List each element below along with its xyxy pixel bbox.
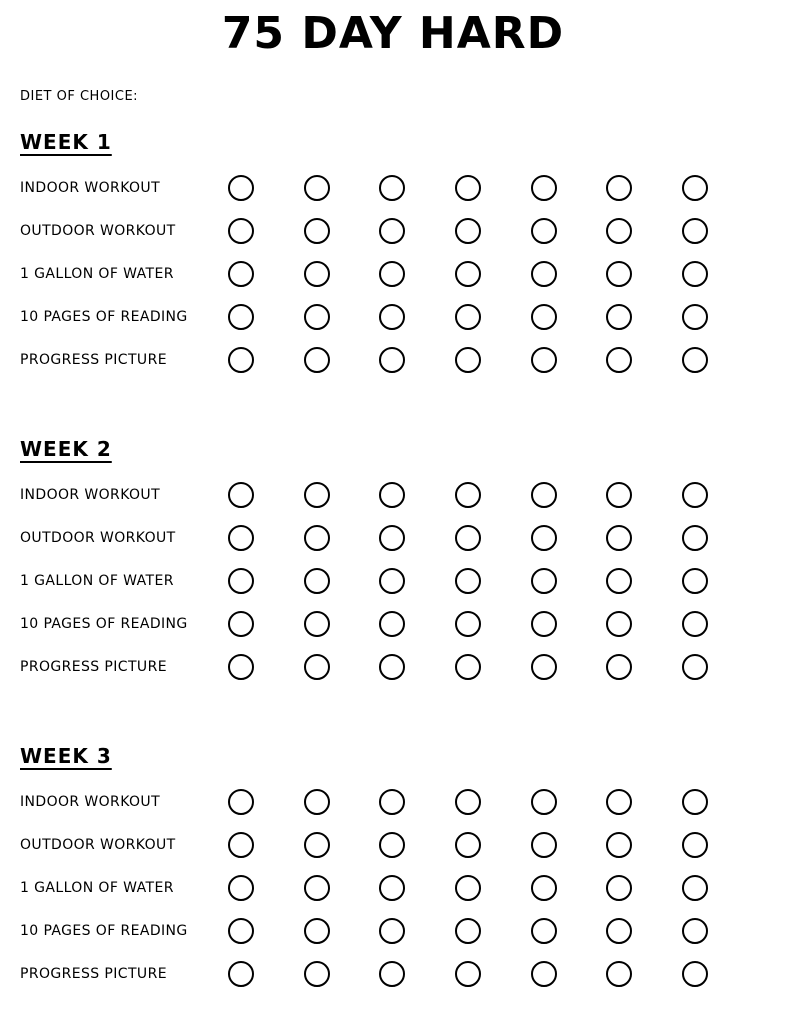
day-checkbox-circle[interactable] [531, 918, 557, 944]
week-section [0, 130, 786, 381]
day-checkbox-circle[interactable] [455, 482, 481, 508]
day-checkbox-circle[interactable] [455, 568, 481, 594]
day-circles [228, 261, 708, 287]
day-checkbox-circle[interactable] [304, 654, 330, 680]
day-checkbox-circle[interactable] [304, 482, 330, 508]
day-checkbox-circle[interactable] [304, 525, 330, 551]
day-checkbox-circle[interactable] [304, 218, 330, 244]
day-circles [228, 482, 708, 508]
day-checkbox-circle[interactable] [304, 175, 330, 201]
day-checkbox-circle[interactable] [304, 568, 330, 594]
day-checkbox-circle[interactable] [455, 218, 481, 244]
day-checkbox-circle[interactable] [455, 832, 481, 858]
day-checkbox-circle[interactable] [682, 789, 708, 815]
day-checkbox-circle[interactable] [455, 525, 481, 551]
day-checkbox-circle[interactable] [682, 482, 708, 508]
habit-row [20, 952, 786, 995]
day-checkbox-circle[interactable] [606, 611, 632, 637]
day-checkbox-circle[interactable] [455, 875, 481, 901]
week-section [0, 437, 786, 688]
day-checkbox-circle[interactable] [682, 875, 708, 901]
habit-row [20, 645, 786, 688]
habit-row [20, 780, 786, 823]
habit-label: 10 PAGES OF READING [20, 308, 188, 325]
day-checkbox-circle[interactable] [379, 175, 405, 201]
day-checkbox-circle[interactable] [379, 218, 405, 244]
day-checkbox-circle[interactable] [455, 175, 481, 201]
day-checkbox-circle[interactable] [228, 789, 254, 815]
habit-label: OUTDOOR WORKOUT [20, 836, 176, 853]
day-checkbox-circle[interactable] [228, 175, 254, 201]
day-checkbox-circle[interactable] [531, 611, 557, 637]
day-checkbox-circle[interactable] [379, 875, 405, 901]
day-checkbox-circle[interactable] [304, 875, 330, 901]
day-checkbox-circle[interactable] [228, 482, 254, 508]
day-checkbox-circle[interactable] [379, 918, 405, 944]
day-checkbox-circle[interactable] [379, 304, 405, 330]
day-checkbox-circle[interactable] [606, 832, 632, 858]
habit-label: INDOOR WORKOUT [20, 179, 161, 196]
day-checkbox-circle[interactable] [228, 918, 254, 944]
habit-label: PROGRESS PICTURE [20, 658, 167, 675]
day-checkbox-circle[interactable] [228, 304, 254, 330]
day-checkbox-circle[interactable] [455, 611, 481, 637]
habit-label: PROGRESS PICTURE [20, 965, 167, 982]
day-checkbox-circle[interactable] [304, 789, 330, 815]
habit-label: OUTDOOR WORKOUT [20, 529, 176, 546]
day-circles [228, 789, 708, 815]
day-checkbox-circle[interactable] [379, 961, 405, 987]
day-checkbox-circle[interactable] [228, 654, 254, 680]
day-checkbox-circle[interactable] [228, 961, 254, 987]
day-checkbox-circle[interactable] [682, 525, 708, 551]
day-circles [228, 568, 708, 594]
day-checkbox-circle[interactable] [682, 261, 708, 287]
day-checkbox-circle[interactable] [531, 654, 557, 680]
habit-label: OUTDOOR WORKOUT [20, 222, 176, 239]
day-checkbox-circle[interactable] [304, 304, 330, 330]
day-checkbox-circle[interactable] [531, 347, 557, 373]
day-checkbox-circle[interactable] [606, 525, 632, 551]
day-checkbox-circle[interactable] [379, 654, 405, 680]
day-checkbox-circle[interactable] [606, 789, 632, 815]
day-circles [228, 918, 708, 944]
day-checkbox-circle[interactable] [455, 347, 481, 373]
day-checkbox-circle[interactable] [682, 568, 708, 594]
day-checkbox-circle[interactable] [531, 961, 557, 987]
day-checkbox-circle[interactable] [304, 918, 330, 944]
day-checkbox-circle[interactable] [606, 568, 632, 594]
day-circles [228, 611, 708, 637]
habit-row [20, 823, 786, 866]
habit-row [20, 473, 786, 516]
week-title: WEEK 2 [20, 437, 112, 461]
day-circles [228, 875, 708, 901]
week-section [0, 744, 786, 995]
day-checkbox-circle[interactable] [606, 175, 632, 201]
habit-label: 10 PAGES OF READING [20, 922, 188, 939]
day-checkbox-circle[interactable] [606, 918, 632, 944]
day-checkbox-circle[interactable] [531, 789, 557, 815]
day-checkbox-circle[interactable] [455, 789, 481, 815]
day-checkbox-circle[interactable] [606, 654, 632, 680]
day-checkbox-circle[interactable] [682, 347, 708, 373]
day-checkbox-circle[interactable] [682, 654, 708, 680]
day-circles [228, 525, 708, 551]
day-circles [228, 832, 708, 858]
day-checkbox-circle[interactable] [228, 261, 254, 287]
habit-row [20, 166, 786, 209]
habit-row [20, 295, 786, 338]
habit-label: 10 PAGES OF READING [20, 615, 188, 632]
day-checkbox-circle[interactable] [379, 568, 405, 594]
day-checkbox-circle[interactable] [228, 611, 254, 637]
habit-row [20, 559, 786, 602]
day-circles [228, 304, 708, 330]
diet-of-choice-label: DIET OF CHOICE: [20, 89, 139, 104]
habit-label: INDOOR WORKOUT [20, 793, 161, 810]
day-checkbox-circle[interactable] [228, 525, 254, 551]
day-checkbox-circle[interactable] [228, 568, 254, 594]
day-checkbox-circle[interactable] [455, 961, 481, 987]
day-circles [228, 218, 708, 244]
day-checkbox-circle[interactable] [682, 918, 708, 944]
habit-label: 1 GALLON OF WATER [20, 879, 174, 896]
day-checkbox-circle[interactable] [379, 482, 405, 508]
day-checkbox-circle[interactable] [228, 347, 254, 373]
habit-row [20, 252, 786, 295]
day-checkbox-circle[interactable] [379, 347, 405, 373]
day-checkbox-circle[interactable] [228, 832, 254, 858]
day-circles [228, 347, 708, 373]
habit-row [20, 909, 786, 952]
day-checkbox-circle[interactable] [682, 304, 708, 330]
day-checkbox-circle[interactable] [531, 875, 557, 901]
weeks-container [0, 130, 786, 995]
day-circles [228, 654, 708, 680]
day-checkbox-circle[interactable] [606, 961, 632, 987]
day-checkbox-circle[interactable] [228, 875, 254, 901]
day-checkbox-circle[interactable] [531, 304, 557, 330]
day-checkbox-circle[interactable] [379, 525, 405, 551]
day-checkbox-circle[interactable] [228, 218, 254, 244]
day-checkbox-circle[interactable] [606, 347, 632, 373]
day-checkbox-circle[interactable] [531, 525, 557, 551]
day-checkbox-circle[interactable] [304, 347, 330, 373]
week-title: WEEK 1 [20, 130, 112, 154]
day-checkbox-circle[interactable] [455, 918, 481, 944]
habit-label: PROGRESS PICTURE [20, 351, 167, 368]
habit-row [20, 602, 786, 645]
day-checkbox-circle[interactable] [455, 654, 481, 680]
day-checkbox-circle[interactable] [379, 832, 405, 858]
habit-label: 1 GALLON OF WATER [20, 572, 174, 589]
day-checkbox-circle[interactable] [606, 218, 632, 244]
day-checkbox-circle[interactable] [606, 261, 632, 287]
day-checkbox-circle[interactable] [531, 261, 557, 287]
day-circles [228, 175, 708, 201]
habit-row [20, 866, 786, 909]
day-checkbox-circle[interactable] [455, 304, 481, 330]
day-checkbox-circle[interactable] [531, 218, 557, 244]
day-checkbox-circle[interactable] [682, 611, 708, 637]
day-checkbox-circle[interactable] [531, 832, 557, 858]
habit-label: 1 GALLON OF WATER [20, 265, 174, 282]
day-checkbox-circle[interactable] [682, 961, 708, 987]
day-checkbox-circle[interactable] [531, 175, 557, 201]
day-checkbox-circle[interactable] [531, 568, 557, 594]
day-checkbox-circle[interactable] [682, 218, 708, 244]
day-checkbox-circle[interactable] [606, 304, 632, 330]
day-checkbox-circle[interactable] [379, 261, 405, 287]
day-checkbox-circle[interactable] [682, 832, 708, 858]
day-checkbox-circle[interactable] [455, 261, 481, 287]
habit-label: INDOOR WORKOUT [20, 486, 161, 503]
day-checkbox-circle[interactable] [682, 175, 708, 201]
habit-row [20, 516, 786, 559]
day-checkbox-circle[interactable] [606, 482, 632, 508]
habit-row [20, 209, 786, 252]
day-checkbox-circle[interactable] [379, 611, 405, 637]
day-checkbox-circle[interactable] [304, 961, 330, 987]
day-checkbox-circle[interactable] [304, 261, 330, 287]
habit-row [20, 338, 786, 381]
day-checkbox-circle[interactable] [304, 611, 330, 637]
day-checkbox-circle[interactable] [379, 789, 405, 815]
page-title: 75 DAY HARD [221, 8, 565, 59]
week-title: WEEK 3 [20, 744, 112, 768]
day-checkbox-circle[interactable] [531, 482, 557, 508]
day-circles [228, 961, 708, 987]
day-checkbox-circle[interactable] [606, 875, 632, 901]
day-checkbox-circle[interactable] [304, 832, 330, 858]
